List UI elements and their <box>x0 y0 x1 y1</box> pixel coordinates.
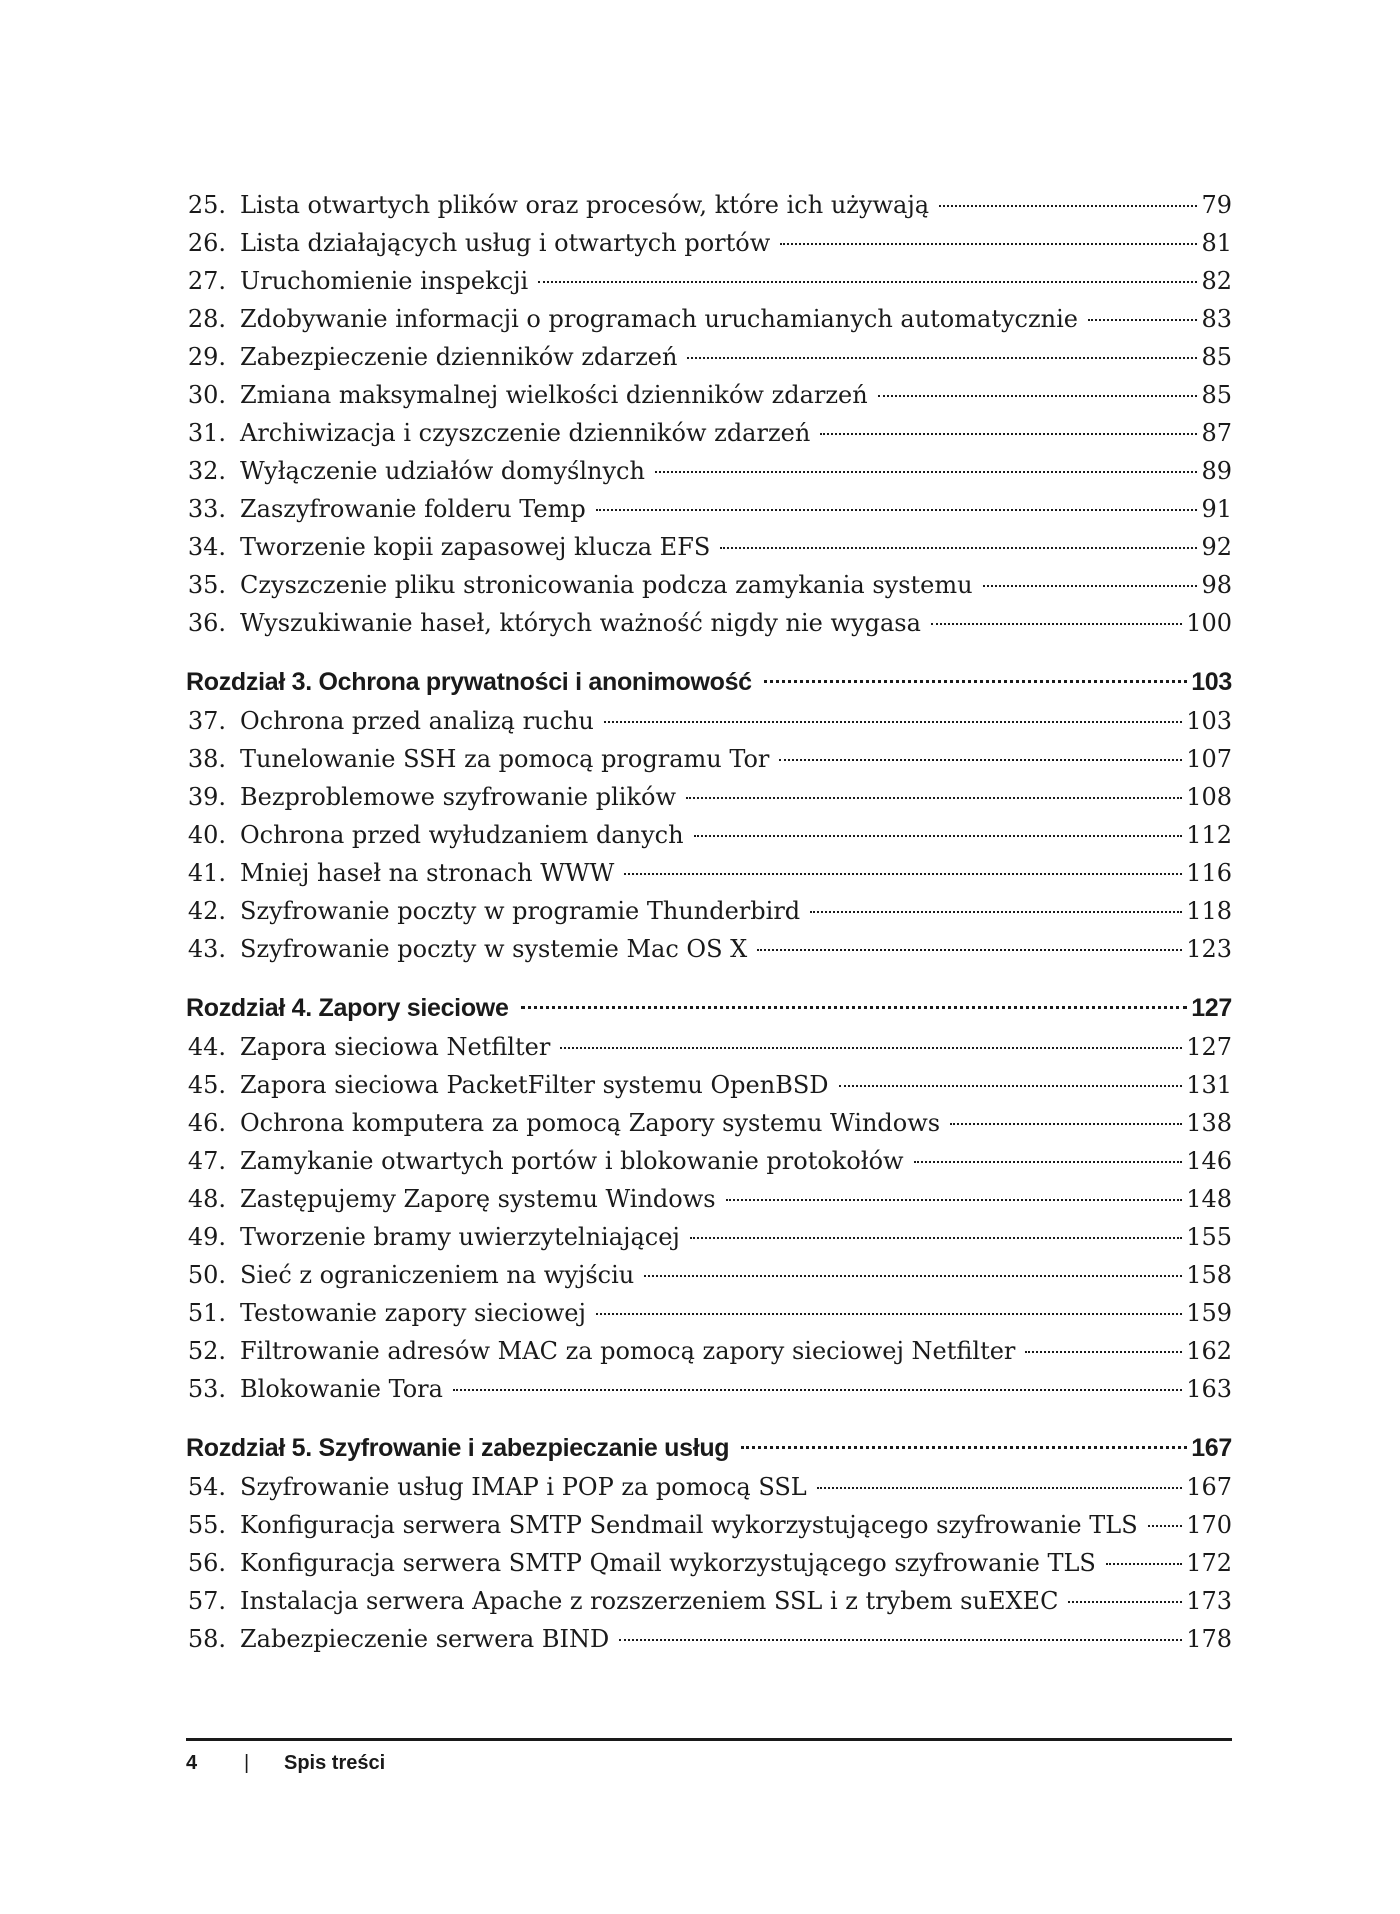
toc-entry[interactable] <box>186 528 1232 566</box>
entry-page-number: 158 <box>1186 1261 1232 1289</box>
entry-title: Zapora sieciowa PacketFilter systemu OpenBSD <box>240 1071 829 1099</box>
entry-number: 28. <box>187 305 226 333</box>
entry-title: Zapora sieciowa Netfilter <box>240 1033 551 1061</box>
dot-leader <box>1106 1563 1182 1565</box>
entry-page-number: 163 <box>1186 1375 1232 1403</box>
entry-title: Zabezpieczenie serwera BIND <box>240 1625 610 1653</box>
entry-number: 37. <box>187 707 226 735</box>
page-footer <box>186 1748 385 1778</box>
chapter-heading[interactable] <box>186 1428 1232 1468</box>
entry-number: 36. <box>187 609 226 637</box>
entry-title: Zaszyfrowanie folderu Temp <box>240 495 586 523</box>
entry-title: Instalacja serwera Apache z rozszerzeniem SSL i z trybem suEXEC <box>240 1587 1059 1615</box>
entry-page-number: 138 <box>1186 1109 1232 1137</box>
entry-page-number: 89 <box>1201 457 1232 485</box>
dot-leader <box>596 1313 1182 1315</box>
entry-number: 56. <box>187 1549 226 1577</box>
chapter-title: Rozdział 3. Ochrona prywatności i anonimowość <box>186 668 752 696</box>
entry-title: Zdobywanie informacji o programach uruchamianych automatycznie <box>240 305 1078 333</box>
entry-page-number: 108 <box>1186 783 1232 811</box>
entry-number: 31. <box>187 419 226 447</box>
footer-rule <box>186 1738 1232 1741</box>
dot-leader <box>619 1639 1182 1641</box>
entry-number: 53. <box>187 1375 226 1403</box>
entry-title: Ochrona przed analizą ruchu <box>240 707 594 735</box>
entry-page-number: 155 <box>1186 1223 1232 1251</box>
entry-page-number: 148 <box>1186 1185 1232 1213</box>
toc-entry[interactable] <box>186 1544 1232 1582</box>
toc-entry[interactable] <box>186 414 1232 452</box>
dot-leader <box>939 205 1197 207</box>
entry-title: Filtrowanie adresów MAC za pomocą zapory sieciowej Netfilter <box>240 1337 1016 1365</box>
entry-title: Zmiana maksymalnej wielkości dzienników zdarzeń <box>240 381 868 409</box>
toc-entry[interactable] <box>186 1142 1232 1180</box>
toc-entry[interactable] <box>186 1294 1232 1332</box>
entry-number: 29. <box>187 343 226 371</box>
entry-page-number: 87 <box>1201 419 1232 447</box>
entry-title: Blokowanie Tora <box>240 1375 443 1403</box>
chapter-heading[interactable] <box>186 988 1232 1028</box>
entry-title: Sieć z ograniczeniem na wyjściu <box>240 1261 635 1289</box>
entry-page-number: 83 <box>1201 305 1232 333</box>
entry-number: 25. <box>187 191 226 219</box>
entry-title: Tworzenie kopii zapasowej klucza EFS <box>240 533 711 561</box>
toc-entry[interactable] <box>186 1256 1232 1294</box>
entry-title: Lista działających usług i otwartych portów <box>240 229 771 257</box>
entry-title: Wyszukiwanie haseł, których ważność nigdy nie wygasa <box>240 609 921 637</box>
dot-leader <box>596 509 1198 511</box>
entry-title: Zamykanie otwartych portów i blokowanie protokołów <box>240 1147 904 1175</box>
entry-number: 35. <box>187 571 226 599</box>
dot-leader <box>810 911 1182 913</box>
entry-number: 47. <box>187 1147 226 1175</box>
dot-leader <box>817 1487 1182 1489</box>
chapter-page-number: 103 <box>1191 668 1232 696</box>
dot-leader <box>931 623 1182 625</box>
dot-leader <box>914 1161 1183 1163</box>
toc-entry[interactable] <box>186 338 1232 376</box>
dot-leader <box>720 547 1197 549</box>
footer-separator: | <box>244 1752 250 1774</box>
dot-leader <box>1025 1351 1182 1353</box>
toc-entry[interactable] <box>186 702 1232 740</box>
dot-leader <box>741 1446 1187 1449</box>
dot-leader <box>764 680 1187 683</box>
dot-leader <box>655 471 1198 473</box>
dot-leader <box>757 949 1182 951</box>
dot-leader <box>780 243 1197 245</box>
entry-page-number: 172 <box>1186 1549 1232 1577</box>
dot-leader <box>820 433 1197 435</box>
entry-title: Ochrona przed wyłudzaniem danych <box>240 821 684 849</box>
toc-entry[interactable] <box>186 376 1232 414</box>
dot-leader <box>604 721 1182 723</box>
toc-entry[interactable] <box>186 1620 1232 1658</box>
toc-entry[interactable] <box>186 1180 1232 1218</box>
entry-page-number: 131 <box>1186 1071 1232 1099</box>
entry-title: Szyfrowanie poczty w programie Thunderbird <box>240 897 801 925</box>
entry-page-number: 81 <box>1201 229 1232 257</box>
entry-page-number: 116 <box>1186 859 1232 887</box>
entry-number: 34. <box>187 533 226 561</box>
entry-number: 40. <box>187 821 226 849</box>
entry-number: 54. <box>187 1473 226 1501</box>
entry-page-number: 127 <box>1186 1033 1232 1061</box>
entry-title: Zabezpieczenie dzienników zdarzeń <box>240 343 678 371</box>
entry-title: Tworzenie bramy uwierzytelniającej <box>240 1223 680 1251</box>
entry-page-number: 85 <box>1201 343 1232 371</box>
entry-number: 43. <box>187 935 226 963</box>
entry-page-number: 79 <box>1201 191 1232 219</box>
footer-page-number: 4 <box>186 1752 198 1774</box>
footer-section-title: Spis treści <box>284 1752 386 1774</box>
toc-entry[interactable] <box>186 300 1232 338</box>
dot-leader <box>694 835 1183 837</box>
entry-page-number: 178 <box>1186 1625 1232 1653</box>
entry-number: 38. <box>187 745 226 773</box>
toc-entry[interactable] <box>186 1506 1232 1544</box>
toc-entry[interactable] <box>186 1218 1232 1256</box>
entry-number: 46. <box>187 1109 226 1137</box>
entry-page-number: 103 <box>1186 707 1232 735</box>
entry-number: 51. <box>187 1299 226 1327</box>
dot-leader <box>690 1237 1182 1239</box>
entry-number: 55. <box>187 1511 226 1539</box>
dot-leader <box>839 1085 1183 1087</box>
toc-entry[interactable] <box>186 186 1232 224</box>
toc-entry[interactable] <box>186 740 1232 778</box>
entry-title: Testowanie zapory sieciowej <box>240 1299 586 1327</box>
chapter-title: Rozdział 5. Szyfrowanie i zabezpieczanie usług <box>186 1434 730 1462</box>
dot-leader <box>521 1006 1188 1009</box>
entry-page-number: 167 <box>1186 1473 1232 1501</box>
entry-number: 57. <box>187 1587 226 1615</box>
entry-number: 41. <box>187 859 226 887</box>
entry-title: Czyszczenie pliku stronicowania podcza zamykania systemu <box>240 571 973 599</box>
entry-title: Uruchomienie inspekcji <box>240 267 529 295</box>
toc-entry[interactable] <box>186 262 1232 300</box>
entry-page-number: 85 <box>1201 381 1232 409</box>
toc-entry[interactable] <box>186 892 1232 930</box>
toc-entry[interactable] <box>186 816 1232 854</box>
toc-entry[interactable] <box>186 452 1232 490</box>
toc-entry[interactable] <box>186 490 1232 528</box>
entry-title: Ochrona komputera za pomocą Zapory systemu Windows <box>240 1109 941 1137</box>
toc-entry[interactable] <box>186 1582 1232 1620</box>
dot-leader <box>624 873 1182 875</box>
chapter-title: Rozdział 4. Zapory sieciowe <box>186 994 509 1022</box>
entry-title: Konfiguracja serwera SMTP Sendmail wykorzystującego szyfrowanie TLS <box>240 1511 1138 1539</box>
entry-page-number: 118 <box>1186 897 1232 925</box>
dot-leader <box>644 1275 1182 1277</box>
entry-title: Bezproblemowe szyfrowanie plików <box>240 783 676 811</box>
toc-entry[interactable] <box>186 1104 1232 1142</box>
chapter-heading[interactable] <box>186 662 1232 702</box>
entry-page-number: 91 <box>1201 495 1232 523</box>
dot-leader <box>538 281 1197 283</box>
entry-number: 48. <box>187 1185 226 1213</box>
dot-leader <box>687 357 1197 359</box>
entry-page-number: 159 <box>1186 1299 1232 1327</box>
chapter-page-number: 127 <box>1191 994 1232 1022</box>
entry-title: Konfiguracja serwera SMTP Qmail wykorzystującego szyfrowanie TLS <box>240 1549 1096 1577</box>
dot-leader <box>983 585 1198 587</box>
entry-number: 27. <box>187 267 226 295</box>
dot-leader <box>878 395 1198 397</box>
toc-entry[interactable] <box>186 1332 1232 1370</box>
dot-leader <box>950 1123 1182 1125</box>
dot-leader <box>560 1047 1182 1049</box>
dot-leader <box>453 1389 1182 1391</box>
entry-number: 42. <box>187 897 226 925</box>
entry-page-number: 112 <box>1186 821 1232 849</box>
toc-entry[interactable] <box>186 1468 1232 1506</box>
entry-title: Lista otwartych plików oraz procesów, które ich używają <box>240 191 930 219</box>
entry-number: 50. <box>187 1261 226 1289</box>
toc-entry[interactable] <box>186 1370 1232 1408</box>
entry-number: 39. <box>187 783 226 811</box>
table-of-contents <box>186 186 1232 1658</box>
dot-leader <box>779 759 1182 761</box>
entry-page-number: 82 <box>1201 267 1232 295</box>
entry-page-number: 98 <box>1201 571 1232 599</box>
entry-title: Zastępujemy Zaporę systemu Windows <box>240 1185 716 1213</box>
entry-number: 44. <box>187 1033 226 1061</box>
entry-number: 32. <box>187 457 226 485</box>
entry-page-number: 162 <box>1186 1337 1232 1365</box>
entry-title: Szyfrowanie usług IMAP i POP za pomocą SSL <box>240 1473 807 1501</box>
toc-entry[interactable] <box>186 566 1232 604</box>
entry-page-number: 170 <box>1186 1511 1232 1539</box>
entry-title: Tunelowanie SSH za pomocą programu Tor <box>240 745 770 773</box>
entry-number: 26. <box>187 229 226 257</box>
entry-number: 45. <box>187 1071 226 1099</box>
entry-number: 49. <box>187 1223 226 1251</box>
dot-leader <box>1148 1525 1183 1527</box>
dot-leader <box>1068 1601 1182 1603</box>
entry-page-number: 100 <box>1186 609 1232 637</box>
entry-number: 33. <box>187 495 226 523</box>
entry-page-number: 146 <box>1186 1147 1232 1175</box>
toc-entry[interactable] <box>186 1028 1232 1066</box>
toc-entry[interactable] <box>186 930 1232 968</box>
entry-title: Szyfrowanie poczty w systemie Mac OS X <box>240 935 748 963</box>
entry-page-number: 107 <box>1186 745 1232 773</box>
dot-leader <box>726 1199 1183 1201</box>
entry-title: Mniej haseł na stronach WWW <box>240 859 615 887</box>
entry-page-number: 173 <box>1186 1587 1232 1615</box>
chapter-page-number: 167 <box>1191 1434 1232 1462</box>
entry-page-number: 123 <box>1186 935 1232 963</box>
entry-page-number: 92 <box>1201 533 1232 561</box>
entry-title: Archiwizacja i czyszczenie dzienników zdarzeń <box>240 419 811 447</box>
entry-number: 52. <box>187 1337 226 1365</box>
entry-number: 30. <box>187 381 226 409</box>
toc-entry[interactable] <box>186 224 1232 262</box>
dot-leader <box>1088 319 1198 321</box>
dot-leader <box>686 797 1182 799</box>
toc-entry[interactable] <box>186 778 1232 816</box>
entry-number: 58. <box>187 1625 226 1653</box>
toc-entry[interactable] <box>186 604 1232 642</box>
entry-title: Wyłączenie udziałów domyślnych <box>240 457 645 485</box>
toc-entry[interactable] <box>186 1066 1232 1104</box>
toc-entry[interactable] <box>186 854 1232 892</box>
